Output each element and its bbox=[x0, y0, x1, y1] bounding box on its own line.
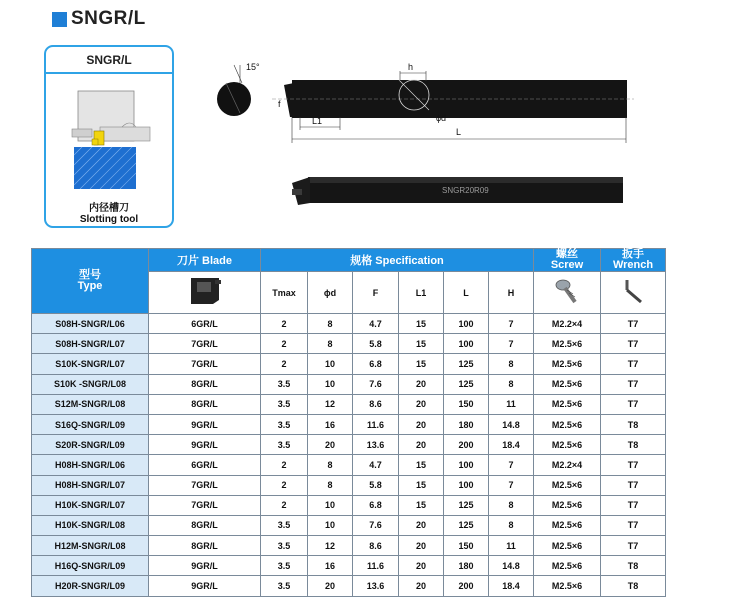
cell-wrench: T7 bbox=[601, 374, 666, 394]
table-row bbox=[32, 414, 666, 434]
cell-f: 13.6 bbox=[353, 435, 399, 455]
blade-icon bbox=[149, 272, 261, 314]
cell-tmax: 3.5 bbox=[261, 374, 308, 394]
cell-type: S12M-SNGR/L08 bbox=[32, 394, 149, 414]
cell-screw: M2.5×6 bbox=[534, 475, 601, 495]
cell-l: 180 bbox=[444, 414, 489, 434]
insert-card bbox=[44, 45, 174, 228]
col-l: L bbox=[444, 272, 489, 314]
cell-tmax: 2 bbox=[261, 455, 308, 475]
cell-h: 8 bbox=[489, 495, 534, 515]
cell-d: 12 bbox=[308, 536, 353, 556]
cell-wrench: T8 bbox=[601, 576, 666, 596]
insert-card-caption bbox=[46, 203, 172, 225]
cell-f: 11.6 bbox=[353, 414, 399, 434]
cell-d: 8 bbox=[308, 455, 353, 475]
cell-wrench: T7 bbox=[601, 495, 666, 515]
table-row bbox=[32, 435, 666, 455]
cell-d: 8 bbox=[308, 314, 353, 334]
cell-blade: 7GR/L bbox=[149, 475, 261, 495]
cell-screw: M2.5×6 bbox=[534, 515, 601, 535]
table-row bbox=[32, 394, 666, 414]
table-row bbox=[32, 536, 666, 556]
cell-h: 11 bbox=[489, 394, 534, 414]
cell-l: 100 bbox=[444, 455, 489, 475]
angle-label: 15° bbox=[246, 62, 260, 72]
cell-l1: 15 bbox=[399, 455, 444, 475]
cell-wrench: T7 bbox=[601, 354, 666, 374]
cell-tmax: 2 bbox=[261, 314, 308, 334]
cell-d: 10 bbox=[308, 354, 353, 374]
cell-screw: M2.5×6 bbox=[534, 495, 601, 515]
cell-f: 6.8 bbox=[353, 495, 399, 515]
cell-blade: 6GR/L bbox=[149, 455, 261, 475]
cell-blade: 8GR/L bbox=[149, 515, 261, 535]
table-row bbox=[32, 334, 666, 354]
cell-type: S08H-SNGR/L07 bbox=[32, 334, 149, 354]
cell-tmax: 3.5 bbox=[261, 414, 308, 434]
cell-screw: M2.5×6 bbox=[534, 414, 601, 434]
cell-d: 16 bbox=[308, 556, 353, 576]
cell-f: 5.8 bbox=[353, 475, 399, 495]
cell-f: 5.8 bbox=[353, 334, 399, 354]
cell-type: S16Q-SNGR/L09 bbox=[32, 414, 149, 434]
cell-blade: 9GR/L bbox=[149, 556, 261, 576]
cell-h: 8 bbox=[489, 515, 534, 535]
cell-l: 180 bbox=[444, 556, 489, 576]
cell-l: 150 bbox=[444, 536, 489, 556]
table-row bbox=[32, 475, 666, 495]
page-title: SNGR/L bbox=[71, 8, 146, 29]
l-label: L bbox=[456, 127, 462, 137]
col-f: F bbox=[353, 272, 399, 314]
cell-l: 100 bbox=[444, 314, 489, 334]
cell-blade: 9GR/L bbox=[149, 435, 261, 455]
cell-l: 200 bbox=[444, 576, 489, 596]
cell-h: 7 bbox=[489, 334, 534, 354]
table-row bbox=[32, 374, 666, 394]
cell-blade: 8GR/L bbox=[149, 394, 261, 414]
cell-h: 14.8 bbox=[489, 556, 534, 576]
cell-blade: 8GR/L bbox=[149, 536, 261, 556]
cell-h: 7 bbox=[489, 314, 534, 334]
wrench-icon bbox=[601, 272, 666, 314]
cell-tmax: 2 bbox=[261, 334, 308, 354]
table-row bbox=[32, 576, 666, 596]
screw-header: 螺丝 Screw bbox=[534, 249, 601, 272]
cell-l1: 15 bbox=[399, 354, 444, 374]
slotting-tool-illustration bbox=[70, 89, 154, 189]
page-header bbox=[52, 8, 146, 30]
cell-h: 11 bbox=[489, 536, 534, 556]
cell-blade: 6GR/L bbox=[149, 314, 261, 334]
cell-l1: 20 bbox=[399, 576, 444, 596]
cell-l1: 15 bbox=[399, 495, 444, 515]
cell-screw: M2.5×6 bbox=[534, 394, 601, 414]
cell-wrench: T7 bbox=[601, 334, 666, 354]
cell-screw: M2.5×6 bbox=[534, 556, 601, 576]
cell-f: 6.8 bbox=[353, 354, 399, 374]
cell-l: 125 bbox=[444, 354, 489, 374]
cell-f: 4.7 bbox=[353, 455, 399, 475]
type-header: 型号 Type bbox=[32, 249, 149, 314]
title-square-icon bbox=[52, 12, 67, 27]
cell-wrench: T7 bbox=[601, 394, 666, 414]
cell-f: 8.6 bbox=[353, 536, 399, 556]
cell-type: H16Q-SNGR/L09 bbox=[32, 556, 149, 576]
cell-h: 18.4 bbox=[489, 435, 534, 455]
table-row bbox=[32, 354, 666, 374]
cell-l: 200 bbox=[444, 435, 489, 455]
tool-drawing bbox=[212, 55, 642, 225]
cell-d: 8 bbox=[308, 475, 353, 495]
bar-marking: SNGR20R09 bbox=[442, 186, 489, 195]
cell-d: 10 bbox=[308, 515, 353, 535]
cell-l1: 20 bbox=[399, 394, 444, 414]
cell-type: H10K-SNGR/L07 bbox=[32, 495, 149, 515]
cell-l1: 20 bbox=[399, 435, 444, 455]
cell-screw: M2.5×6 bbox=[534, 536, 601, 556]
cell-wrench: T7 bbox=[601, 314, 666, 334]
cell-d: 10 bbox=[308, 495, 353, 515]
cell-screw: M2.5×6 bbox=[534, 374, 601, 394]
cell-l1: 20 bbox=[399, 374, 444, 394]
cell-type: S08H-SNGR/L06 bbox=[32, 314, 149, 334]
cell-type: H20R-SNGR/L09 bbox=[32, 576, 149, 596]
table-row bbox=[32, 556, 666, 576]
cell-l1: 15 bbox=[399, 334, 444, 354]
cell-l1: 20 bbox=[399, 515, 444, 535]
cell-h: 7 bbox=[489, 475, 534, 495]
cell-d: 12 bbox=[308, 394, 353, 414]
cell-f: 4.7 bbox=[353, 314, 399, 334]
cell-tmax: 2 bbox=[261, 475, 308, 495]
caption-cn: 内径槽刀 bbox=[89, 203, 129, 214]
cell-d: 8 bbox=[308, 334, 353, 354]
cell-tmax: 3.5 bbox=[261, 556, 308, 576]
cell-screw: M2.5×6 bbox=[534, 435, 601, 455]
cell-l: 125 bbox=[444, 515, 489, 535]
cell-l1: 20 bbox=[399, 556, 444, 576]
cell-screw: M2.5×6 bbox=[534, 576, 601, 596]
col-d: ϕd bbox=[308, 272, 353, 314]
cell-screw: M2.2×4 bbox=[534, 455, 601, 475]
cell-wrench: T7 bbox=[601, 475, 666, 495]
spec-table bbox=[31, 248, 666, 597]
cell-tmax: 2 bbox=[261, 495, 308, 515]
cell-l1: 15 bbox=[399, 314, 444, 334]
cell-tmax: 3.5 bbox=[261, 536, 308, 556]
cell-blade: 7GR/L bbox=[149, 495, 261, 515]
col-h: H bbox=[489, 272, 534, 314]
cell-tmax: 3.5 bbox=[261, 394, 308, 414]
cell-d: 20 bbox=[308, 576, 353, 596]
wrench-header: 扳手 Wrench bbox=[601, 249, 666, 272]
cell-type: H08H-SNGR/L06 bbox=[32, 455, 149, 475]
caption-en: Slotting tool bbox=[79, 214, 139, 225]
cell-f: 13.6 bbox=[353, 576, 399, 596]
cell-screw: M2.5×6 bbox=[534, 354, 601, 374]
col-tmax: Tmax bbox=[261, 272, 308, 314]
cell-wrench: T8 bbox=[601, 414, 666, 434]
h-label: h bbox=[408, 62, 414, 72]
insert-card-title: SNGR/L bbox=[46, 47, 172, 74]
cell-l: 100 bbox=[444, 475, 489, 495]
cell-tmax: 3.5 bbox=[261, 515, 308, 535]
cell-tmax: 2 bbox=[261, 354, 308, 374]
cell-tmax: 3.5 bbox=[261, 576, 308, 596]
cell-wrench: T7 bbox=[601, 515, 666, 535]
table-row bbox=[32, 495, 666, 515]
cell-blade: 9GR/L bbox=[149, 414, 261, 434]
cell-type: H10K-SNGR/L08 bbox=[32, 515, 149, 535]
cell-screw: M2.2×4 bbox=[534, 314, 601, 334]
table-row bbox=[32, 515, 666, 535]
cell-l: 125 bbox=[444, 495, 489, 515]
cell-wrench: T7 bbox=[601, 536, 666, 556]
cell-d: 20 bbox=[308, 435, 353, 455]
cell-f: 8.6 bbox=[353, 394, 399, 414]
cell-h: 14.8 bbox=[489, 414, 534, 434]
cell-type: S20R-SNGR/L09 bbox=[32, 435, 149, 455]
cell-type: S10K-SNGR/L07 bbox=[32, 354, 149, 374]
cell-type: H12M-SNGR/L08 bbox=[32, 536, 149, 556]
cell-blade: 7GR/L bbox=[149, 354, 261, 374]
cell-d: 16 bbox=[308, 414, 353, 434]
cell-f: 7.6 bbox=[353, 374, 399, 394]
table-row bbox=[32, 455, 666, 475]
cell-l: 125 bbox=[444, 374, 489, 394]
cell-h: 7 bbox=[489, 455, 534, 475]
f-label: f bbox=[278, 99, 281, 109]
cell-h: 18.4 bbox=[489, 576, 534, 596]
col-l1: L1 bbox=[399, 272, 444, 314]
cell-screw: M2.5×6 bbox=[534, 334, 601, 354]
cell-wrench: T7 bbox=[601, 455, 666, 475]
cell-tmax: 3.5 bbox=[261, 435, 308, 455]
cell-l1: 20 bbox=[399, 536, 444, 556]
cell-type: H08H-SNGR/L07 bbox=[32, 475, 149, 495]
header-row-1 bbox=[32, 249, 666, 272]
l1-label: L1 bbox=[312, 116, 323, 126]
cell-l1: 15 bbox=[399, 475, 444, 495]
d-label: ϕd bbox=[436, 113, 447, 123]
cell-l: 100 bbox=[444, 334, 489, 354]
cell-wrench: T8 bbox=[601, 435, 666, 455]
cell-f: 11.6 bbox=[353, 556, 399, 576]
cell-wrench: T8 bbox=[601, 556, 666, 576]
cell-type: S10K -SNGR/L08 bbox=[32, 374, 149, 394]
cell-l: 150 bbox=[444, 394, 489, 414]
cell-f: 7.6 bbox=[353, 515, 399, 535]
cell-blade: 8GR/L bbox=[149, 374, 261, 394]
cell-d: 10 bbox=[308, 374, 353, 394]
table-row bbox=[32, 314, 666, 334]
spec-header: 规格 Specification bbox=[261, 249, 534, 272]
cell-blade: 9GR/L bbox=[149, 576, 261, 596]
cell-h: 8 bbox=[489, 354, 534, 374]
screw-icon bbox=[534, 272, 601, 314]
cell-h: 8 bbox=[489, 374, 534, 394]
blade-header: 刀片 Blade bbox=[149, 249, 261, 272]
cell-blade: 7GR/L bbox=[149, 334, 261, 354]
cell-l1: 20 bbox=[399, 414, 444, 434]
